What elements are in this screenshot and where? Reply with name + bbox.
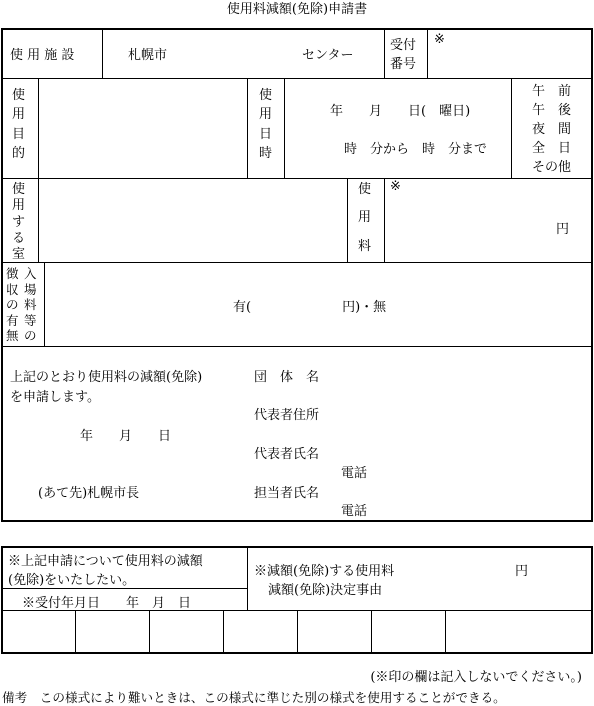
rep-address-label: 代表者住所 [254, 408, 320, 423]
group-name-label: 団 体 名 [254, 370, 320, 385]
facility-city: 札幌市 [128, 48, 168, 63]
facility-mark: ※ [434, 32, 445, 47]
purpose-label: 使 用 目 的 [12, 88, 26, 161]
note-remarks: 備考 この様式により難いときは、この様式に準じた別の様式を使用することができる。 [2, 690, 506, 705]
application-line2: を申請します。 [10, 390, 100, 405]
period-allday: 全 日 [532, 141, 572, 156]
admission-value: 有( 円)・無 [233, 300, 387, 315]
datetime-date-line: 年 月 日( 曜日) [330, 104, 471, 119]
datetime-time-line: 時 分から 時 分まで [344, 142, 488, 157]
reduced-fee-label: ※減額(免除)する使用料 [254, 564, 395, 579]
admission-label-col2: 徴 収 の 有 無 [6, 266, 19, 343]
period-am: 午 前 [532, 84, 572, 99]
uketsuke-label-1: 受付 [390, 38, 417, 53]
reduced-fee-yen: 円 [515, 564, 529, 579]
fee-yen: 円 [556, 222, 570, 237]
period-night: 夜 間 [532, 122, 572, 137]
facility-label: 使 用 施 設 [10, 48, 75, 63]
addressee: (あて先)札幌市長 [38, 486, 140, 501]
reason-label: 減額(免除)決定事由 [268, 583, 383, 598]
person-label: 担当者氏名 [254, 486, 320, 501]
phone-label-2: 電話 [341, 504, 368, 519]
application-date: 年 月 日 [80, 429, 172, 444]
room-label: 使 用 す る 室 [12, 182, 26, 262]
period-other: その他 [532, 160, 572, 175]
fee-label: 使 用 料 [358, 182, 372, 254]
application-line1: 上記のとおり使用料の減額(免除) [10, 370, 203, 385]
datetime-label: 使 用 日 時 [259, 88, 273, 161]
received-date: ※受付年月日 年 月 日 [22, 596, 192, 611]
facility-center: センター [302, 48, 354, 63]
rep-name-label: 代表者氏名 [254, 447, 320, 462]
phone-label-1: 電話 [341, 466, 368, 481]
fee-mark: ※ [390, 179, 401, 194]
page-title: 使用料減額(免除)申請書 [226, 2, 368, 17]
period-pm: 午 後 [532, 103, 572, 118]
admission-label-col1: 入 場 料 等 の [24, 266, 37, 343]
uketsuke-label-2: 番号 [390, 57, 417, 72]
note-mark: (※印の欄は記入しないでください。) [370, 670, 582, 685]
approval-text2: (免除)をいたしたい。 [8, 573, 136, 588]
approval-text1: ※上記申請について使用料の減額 [8, 554, 203, 569]
